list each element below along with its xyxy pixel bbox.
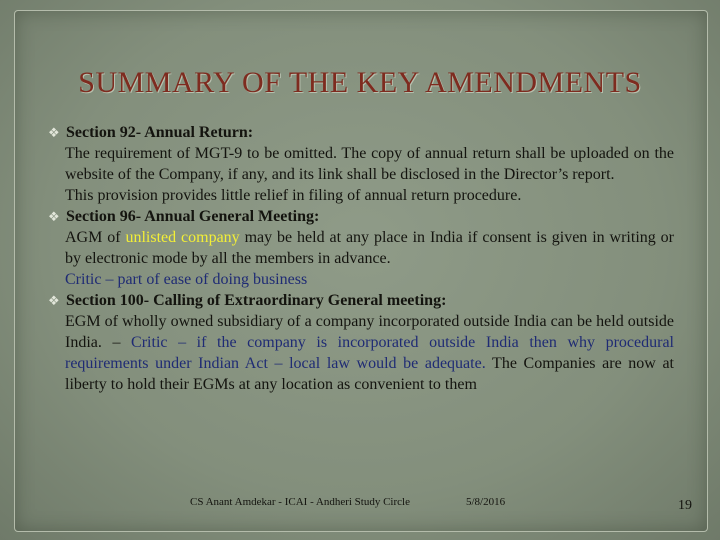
section-96-text-pre: AGM of: [65, 229, 126, 246]
section-96-item: [48, 206, 674, 227]
page-number: 19: [678, 498, 692, 513]
section-96-critic: Critic – part of ease of doing business: [65, 271, 308, 288]
slide-title: SUMMARY OF THE KEY AMENDMENTS: [78, 66, 642, 99]
section-96-paragraph: [65, 227, 674, 290]
section-100-paragraph: [65, 311, 674, 395]
footer-author: CS Anant Amdekar - ICAI - Andheri Study Circle: [190, 496, 410, 508]
diamond-bullet-icon: ❖: [48, 209, 60, 224]
section-96-text-post: may be held at any place in India if consent is given in writing or by electronic mode by all the members in advance.: [65, 229, 674, 267]
section-100-text-pre: EGM of wholly owned subsidiary of a company incorporated outside India can be held outside India. –: [65, 313, 674, 351]
section-100-text-post: The Companies are now at liberty to hold their EGMs at any location as convenient to them: [65, 355, 674, 393]
section-96-heading: Section 96- Annual General Meeting:: [66, 208, 320, 225]
section-100-heading: Section 100- Calling of Extraordinary General meeting:: [66, 292, 447, 309]
section-92-item: [48, 122, 674, 143]
diamond-bullet-icon: ❖: [48, 293, 60, 308]
footer-date: 5/8/2016: [466, 496, 506, 508]
section-100-item: [48, 290, 674, 311]
slide-content: [48, 122, 674, 395]
unlisted-company-highlight: unlisted company: [125, 229, 240, 246]
section-92-note: This provision provides little relief in filing of annual return procedure.: [65, 187, 522, 204]
section-100-critic: Critic – if the company is incorporated outside India then why procedural requirements under Indian Act – local law would be adequate.: [65, 334, 675, 372]
diamond-bullet-icon: ❖: [48, 125, 60, 140]
section-92-heading: Section 92- Annual Return:: [66, 124, 254, 141]
section-92-paragraph: The requirement of MGT-9 to be omitted. The copy of annual return shall be uploaded on the website of the Company, if any, and its link shall be disclosed in the Director’s report.: [65, 145, 674, 183]
